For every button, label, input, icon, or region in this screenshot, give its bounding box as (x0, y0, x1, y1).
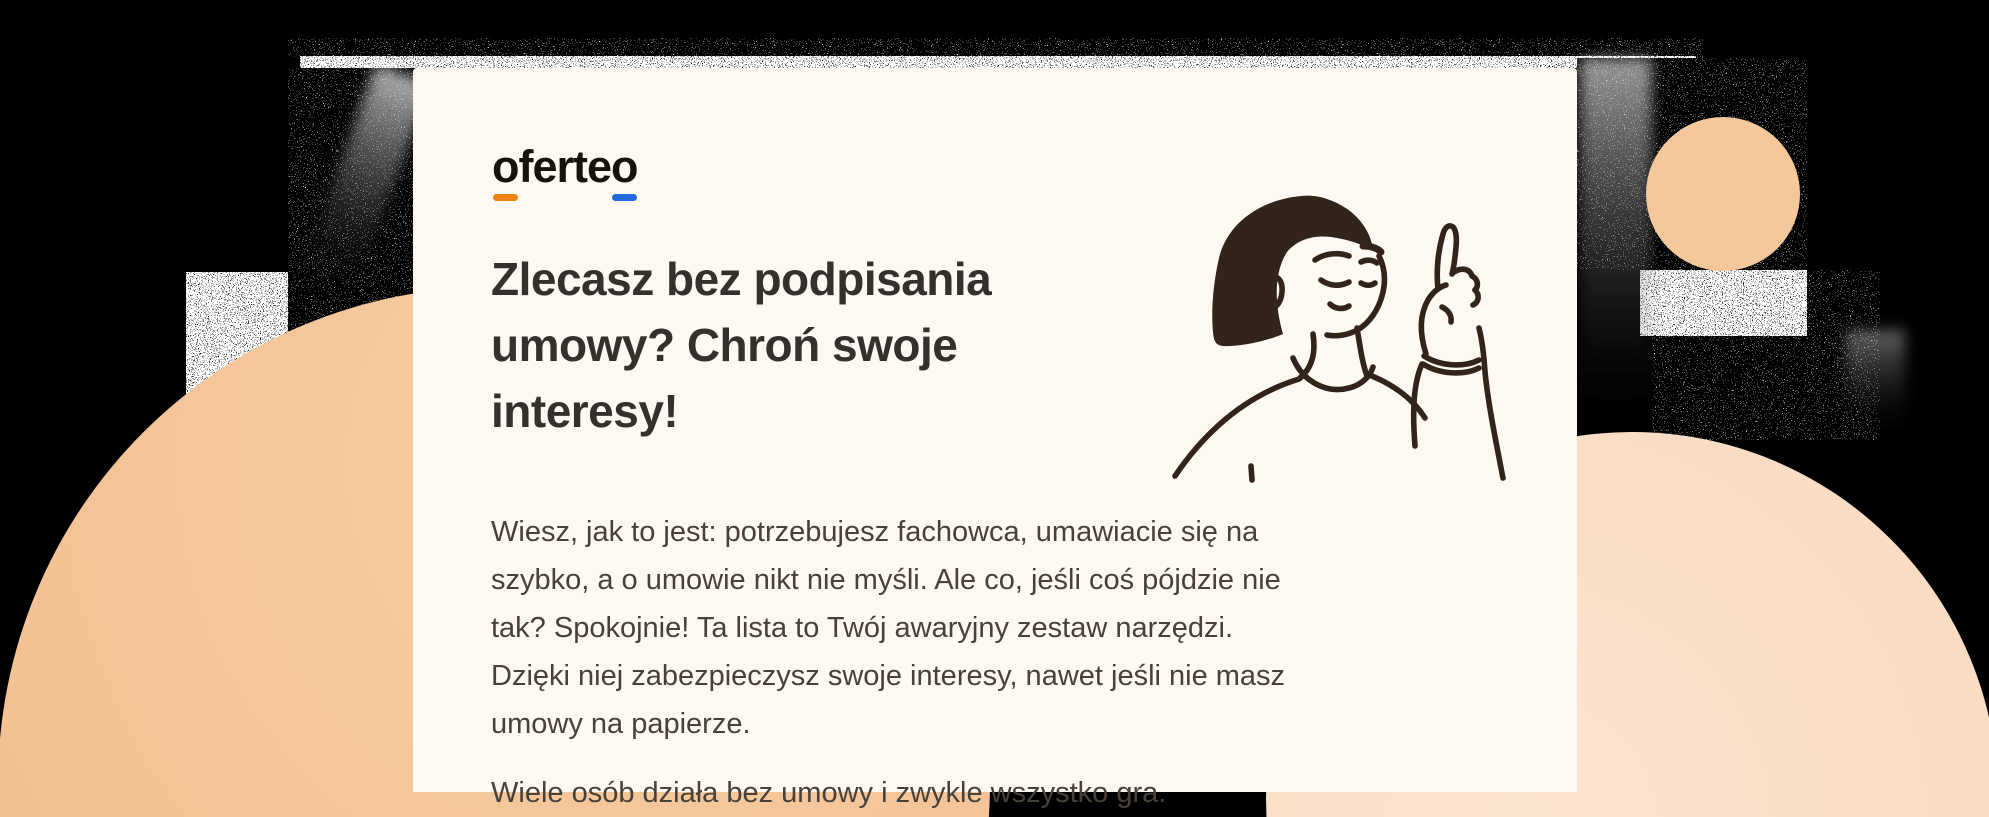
hair-shape (1212, 196, 1373, 347)
paragraph-line: tak? Spokojnie! Ta lista to Twój awaryjny zestaw narzędzi. (491, 612, 1234, 644)
logo-letters: ferte (518, 141, 612, 192)
paragraph-line: Dzięki niej zabezpieczysz swoje interesy, nawet jeśli nie masz (491, 660, 1286, 692)
paragraph-line: umowy na papierze. (491, 708, 751, 740)
next-paragraph-partial (491, 769, 1501, 817)
heading-line-3: interesy! (491, 385, 679, 437)
content-card (413, 68, 1577, 809)
logo-letter-o-orange-underline: o (492, 141, 519, 192)
intro-paragraph (491, 508, 1501, 748)
page-title (491, 246, 1191, 444)
logo-letter-o-blue-underline: o (611, 141, 638, 192)
paragraph-line: Wiele osób działa bez umowy i zwykle wszystko gra. (491, 777, 1167, 809)
woman-pointing-illustration (1141, 166, 1541, 496)
oferteo-logo (492, 141, 638, 192)
heading-line-1: Zlecasz bez podpisania (491, 253, 992, 305)
noise-top-band (288, 0, 1703, 68)
circle-top-right (1646, 117, 1800, 271)
paragraph-line: szybko, a o umowie nikt nie myśli. Ale co, jeśli coś pójdzie nie (491, 564, 1281, 596)
paragraph-line: Wiesz, jak to jest: potrzebujesz fachowca, umawiacie się na (491, 516, 1259, 548)
heading-line-2: umowy? Chroń swoje (491, 319, 958, 371)
